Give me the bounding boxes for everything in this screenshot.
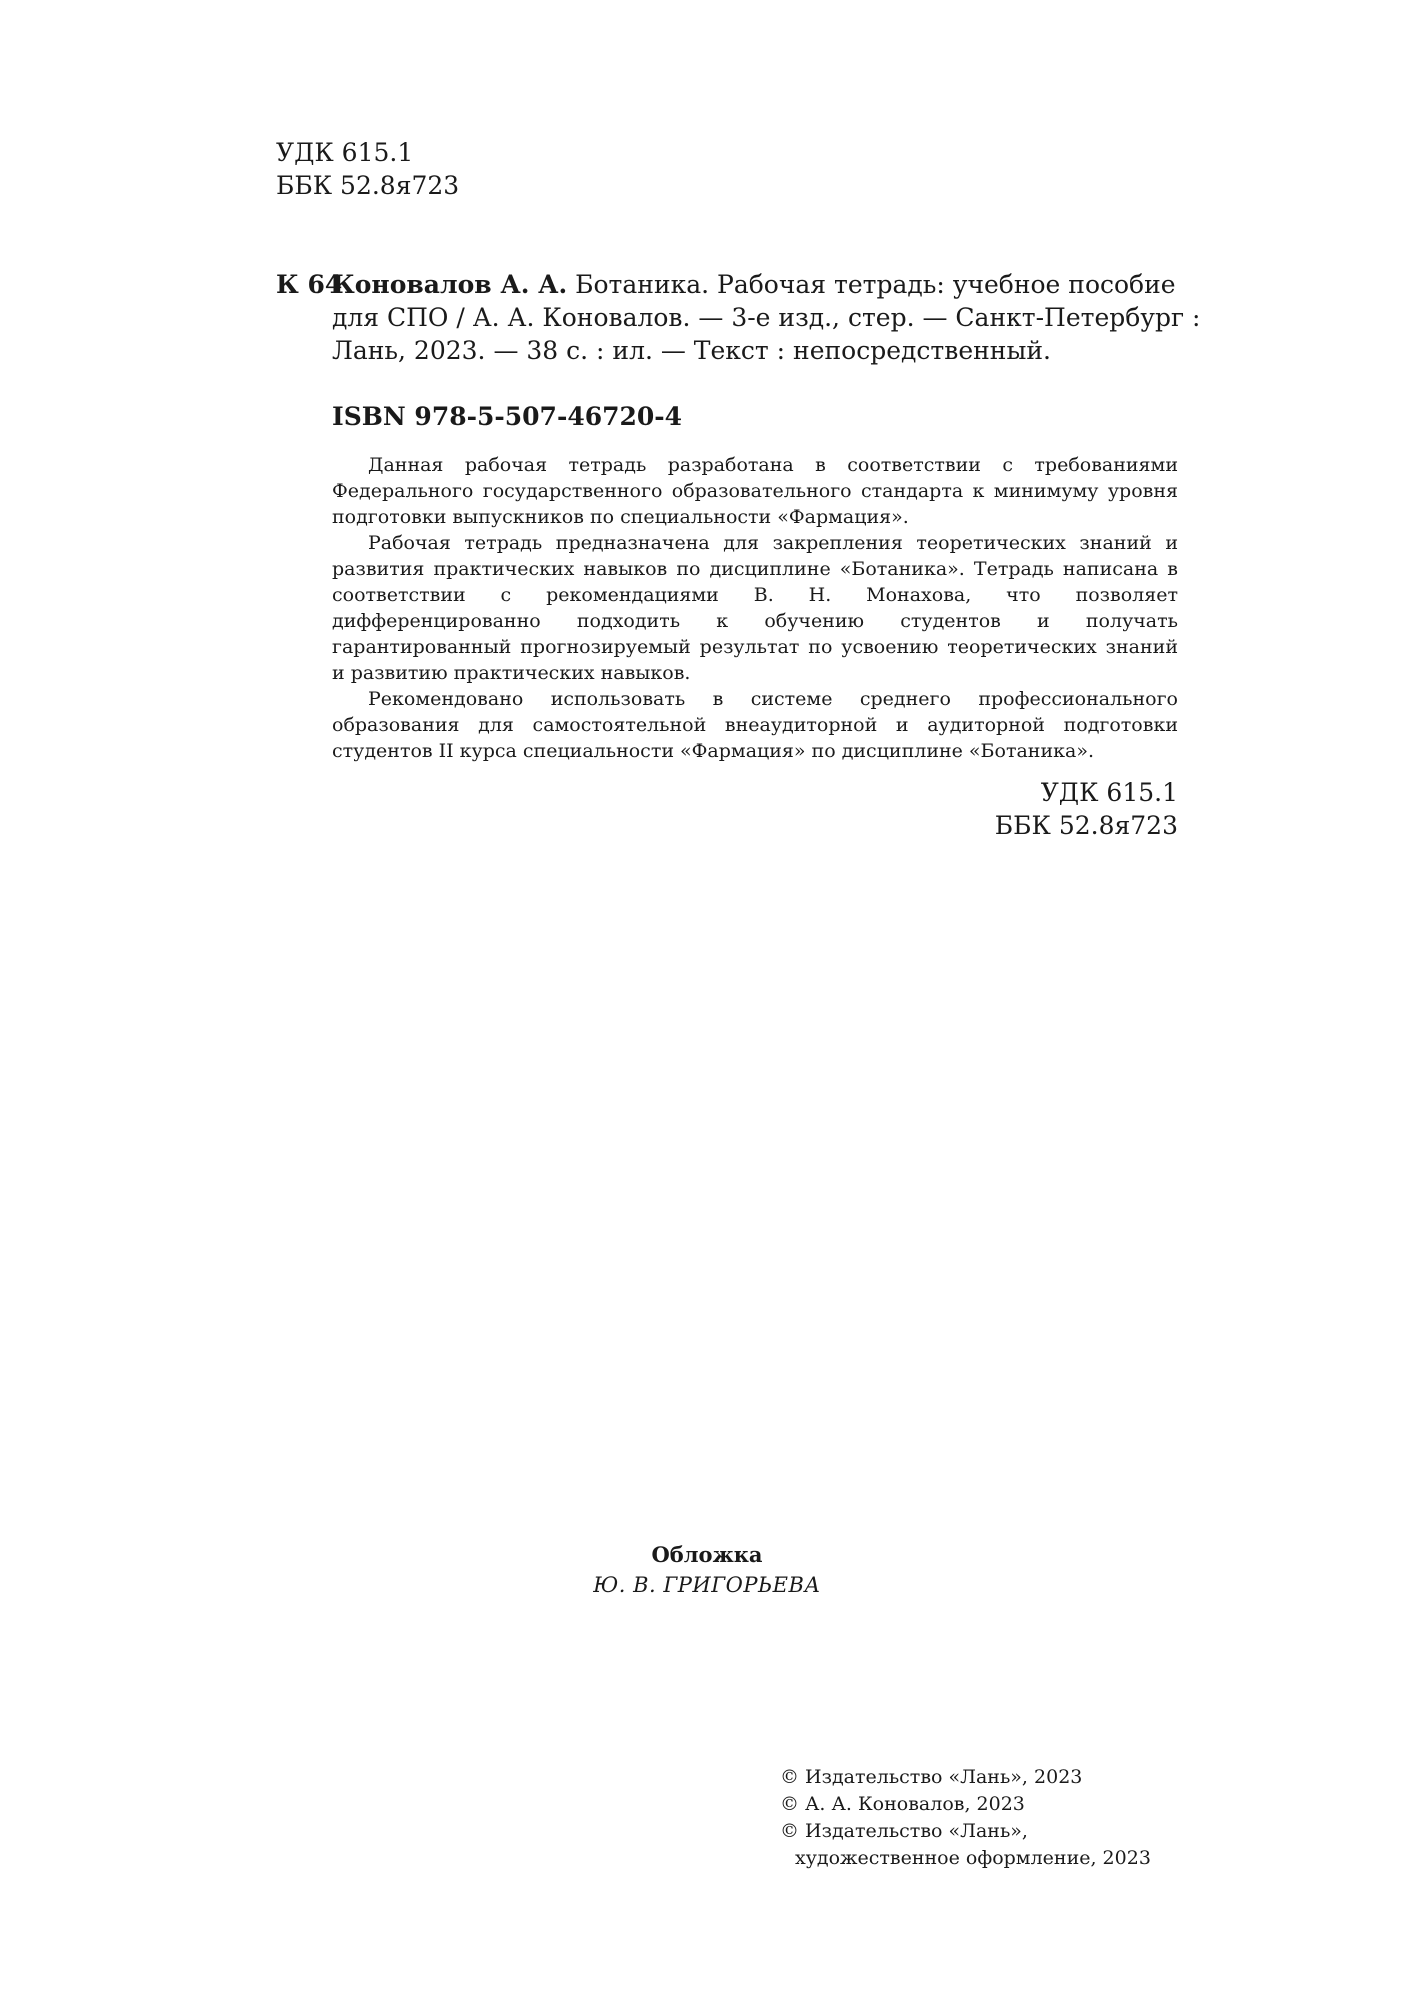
author-mark: К 64 [276, 270, 343, 299]
annotation [332, 452, 1178, 764]
description-line-2: для СПО / А. А. Коновалов. — 3-е изд., стер. — Санкт-Петербург : [332, 303, 1201, 332]
bbk-code: ББК 52.8я723 [276, 171, 460, 200]
copyright-block [780, 1764, 1151, 1872]
copyright-line: © Издательство «Лань», [780, 1820, 1028, 1842]
udk-code: УДК 615.1 [276, 138, 414, 167]
description-line-1 [332, 268, 1176, 301]
bibliographic-entry [276, 268, 1201, 367]
annotation-paragraph: Рабочая тетрадь предназначена для закрепления теоретических знаний и развития практических навыков по дисциплине «Ботаника». Тетрадь написана в соответствии с рекомендациями В. Н. Монахова, что позволяет дифференцированно подходить к обучению студентов и получать гарантированный прогнозируемый результат по усвоению теоретических знаний и развитию практических навыков. [332, 532, 1178, 684]
cover-designer: Ю. В. ГРИГОРЬЕВА [593, 1573, 821, 1597]
classification-codes-bottom [800, 776, 1178, 842]
copyright-line: © Издательство «Лань», 2023 [780, 1766, 1083, 1788]
copyright-line: художественное оформление, 2023 [795, 1847, 1151, 1869]
bbk-code: ББК 52.8я723 [994, 811, 1178, 840]
udk-code: УДК 615.1 [1040, 778, 1178, 807]
classification-codes-top [276, 136, 459, 202]
title-text: Ботаника. Рабочая тетрадь: учебное пособие [567, 270, 1176, 299]
annotation-paragraph: Рекомендовано использовать в системе среднего профессионального образования для самостоятельной внеаудиторной и аудиторной подготовки студентов II курса специальности «Фармация» по дисциплине «Ботаника». [332, 688, 1178, 762]
cover-title: Обложка [651, 1542, 763, 1567]
cover-credit [0, 1540, 1414, 1600]
annotation-paragraph: Данная рабочая тетрадь разработана в соответствии с требованиями Федерального государственного образовательного стандарта к минимуму уровня подготовки выпускников по специальности «Фармация». [332, 454, 1178, 528]
isbn: ISBN 978-5-507-46720-4 [332, 402, 683, 431]
author-name: Коновалов А. А. [332, 270, 568, 299]
copyright-line: © А. А. Коновалов, 2023 [780, 1793, 1025, 1815]
bibliographic-description [332, 268, 1201, 367]
description-line-3: Лань, 2023. — 38 с. : ил. — Текст : непосредственный. [332, 336, 1051, 365]
